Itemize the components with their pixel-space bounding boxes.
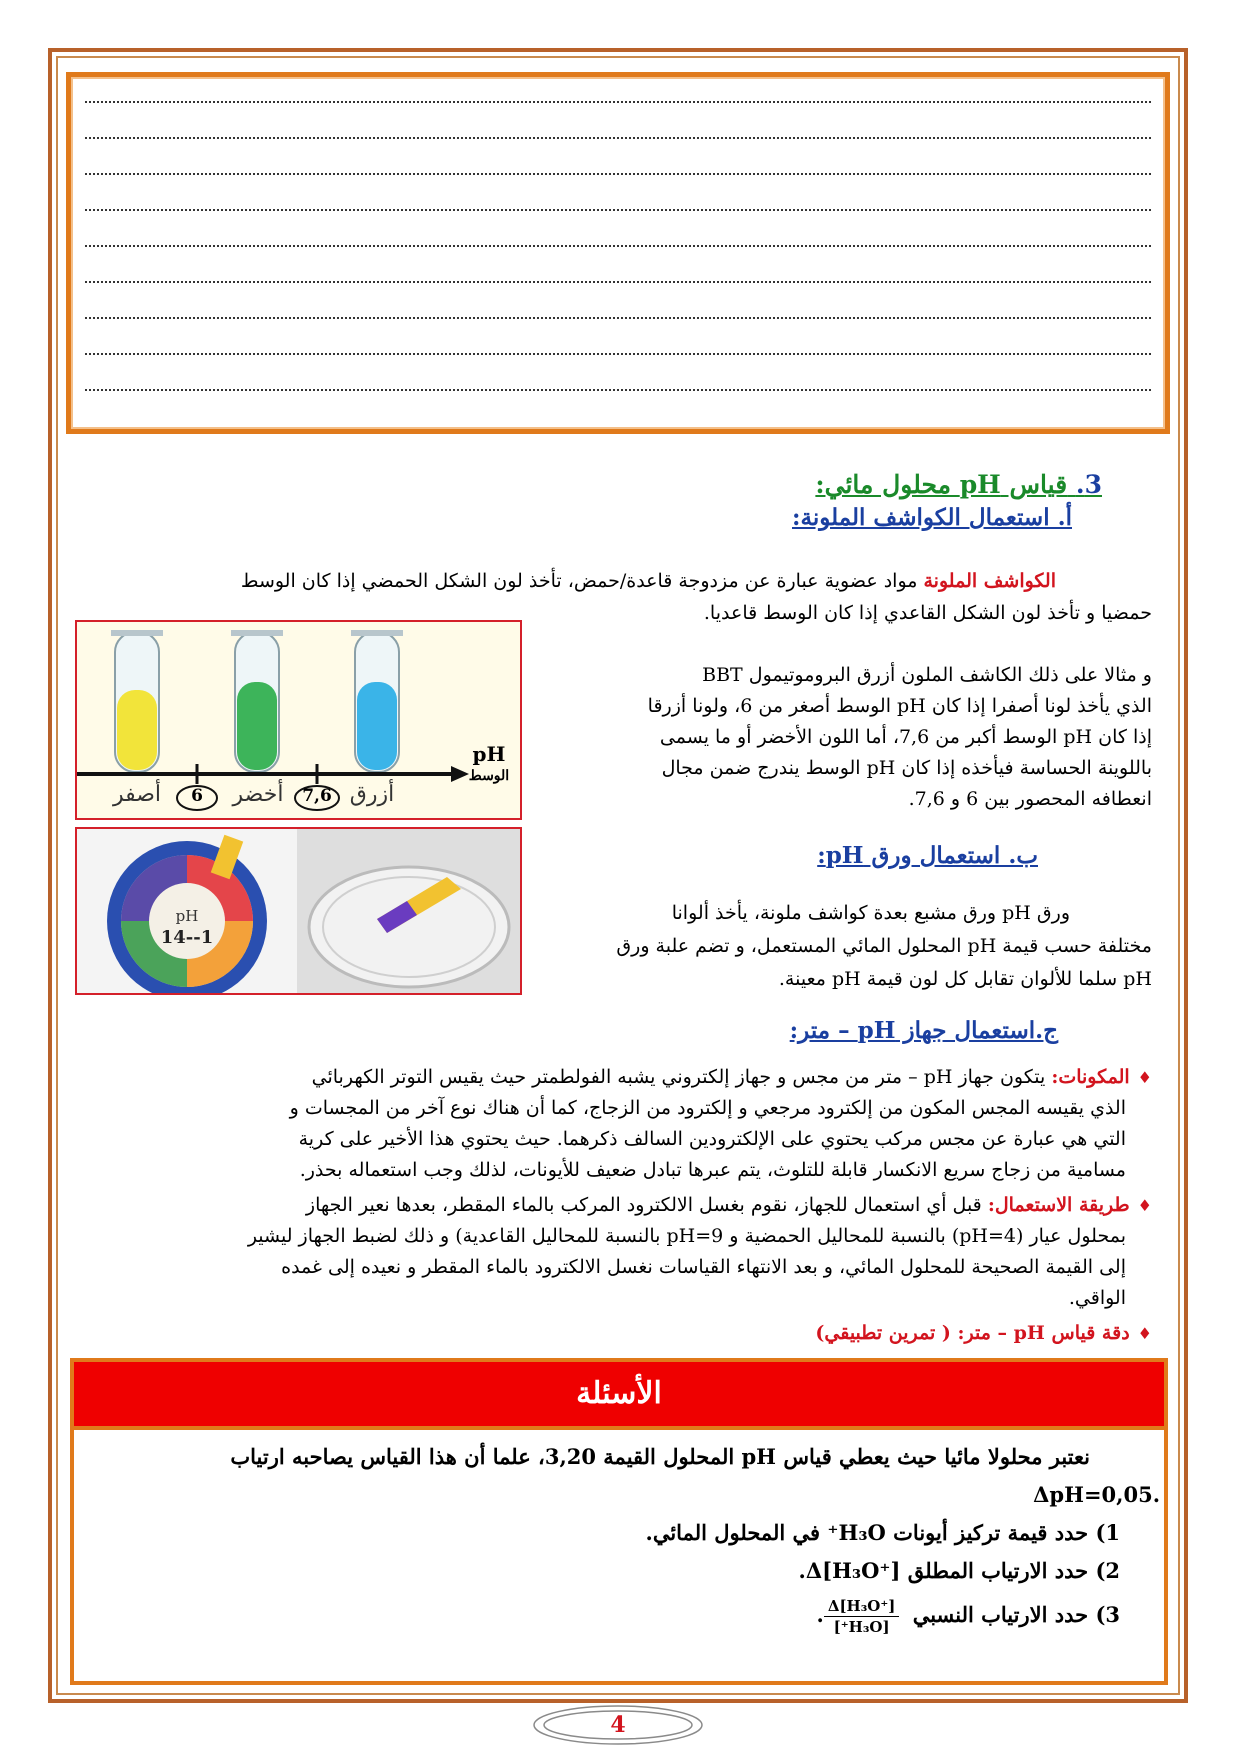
section-3-heading bbox=[502, 470, 1102, 499]
question-item-2 bbox=[260, 1552, 1120, 1590]
ph-paper-paragraph bbox=[592, 897, 1152, 996]
usage-line: قبل أي استعمال للجهاز، نقوم بغسل الالكترود المركب بالماء المقطر، بعدها نعير الجهاز bbox=[305, 1194, 982, 1216]
questions-banner bbox=[70, 1358, 1168, 1430]
indicator-def-line1: مواد عضوية عبارة عن مزدوجة قاعدة/حمض، تأخذ لون الشكل الحمضي إذا كان الوسط bbox=[240, 570, 918, 592]
relative-uncertainty-fraction bbox=[824, 1596, 900, 1637]
diamond-icon: ♦ bbox=[1137, 1196, 1152, 1215]
components-line: الذي يقيسه المجس المكون من إلكترود مرجعي و إلكترود من الزجاج، كما أن هناك نوع آخر من المجسات و bbox=[289, 1097, 1126, 1119]
usage-line: بمحلول عيار (pH=4) بالنسبة للمحاليل الحمضية و pH=9 بالنسبة للمحاليل القاعدية) و ذلك لضبط الجهاز ليشير bbox=[247, 1225, 1126, 1247]
usage-line: الواقي. bbox=[1068, 1287, 1126, 1309]
components-line: يتكون جهاز pH – متر من مجس و جهاز إلكتروني يشبه الفولطمتر حيث يقيس التوتر الكهربائي bbox=[311, 1066, 1046, 1088]
bbt-line: باللوينة الحساسة فيأخذه إذا كان pH الوسط يندرج ضمن مجال bbox=[661, 757, 1152, 779]
question-number: 1) bbox=[1095, 1520, 1120, 1545]
page-number-badge bbox=[530, 1702, 706, 1748]
notes-line bbox=[85, 209, 1151, 211]
indicator-definition bbox=[96, 565, 1056, 597]
notes-line bbox=[85, 173, 1151, 175]
indicator-term: الكواشف الملونة bbox=[923, 570, 1056, 592]
sub-b-heading: ب. استعمال ورق pH: bbox=[817, 842, 1038, 869]
notes-line bbox=[85, 317, 1151, 319]
bbt-line: الذي يأخذ لونا أصفرا إذا كان pH الوسط أصغر من 6، ولونا أزرقا bbox=[647, 695, 1152, 717]
sub-a-heading: أ. استعمال الكواشف الملونة: bbox=[792, 504, 1072, 531]
question-text: حدد الارتياب المطلق Δ[H₃O⁺]. bbox=[798, 1558, 1089, 1583]
bbt-line: انعطافه المحصور بين 6 و 7,6. bbox=[908, 788, 1152, 810]
notes-line bbox=[85, 101, 1151, 103]
notes-box bbox=[66, 72, 1170, 434]
question-item-3 bbox=[260, 1596, 1120, 1637]
diamond-icon: ♦ bbox=[1137, 1324, 1152, 1343]
fraction-period: . bbox=[816, 1602, 824, 1627]
tick-6-label: 6 bbox=[191, 786, 203, 806]
precision-label: دقة قياس pH – متر: ( تمرين تطبيقي) bbox=[815, 1322, 1130, 1344]
components-label: المكونات: bbox=[1051, 1066, 1130, 1088]
section-3-title: قياس pH محلول مائي: bbox=[815, 470, 1068, 499]
fraction-denominator: [H₃O⁺] bbox=[833, 1618, 890, 1636]
question-text: حدد قيمة تركيز أيونات H₃O⁺ في المحلول المائي. bbox=[645, 1520, 1089, 1545]
dial-ph-text: pH bbox=[175, 907, 199, 925]
question-number: 3) bbox=[1095, 1602, 1120, 1627]
notes-line bbox=[85, 137, 1151, 139]
bbt-paragraph bbox=[592, 660, 1152, 815]
questions-title: الأسئلة bbox=[576, 1376, 662, 1411]
sub-c-heading: ج.استعمال جهاز pH – متر: bbox=[789, 1017, 1058, 1044]
usage-line: إلى القيمة الصحيحة للمحلول المائي، و بعد الانتهاء القياسات نغسل الالكترود بالماء المقطر و نعيده إلى غمده bbox=[281, 1256, 1126, 1278]
axis-label-ph: pH bbox=[472, 742, 506, 766]
notes-line bbox=[85, 245, 1151, 247]
question-text: حدد الارتياب النسبي bbox=[912, 1602, 1089, 1627]
question-number: 2) bbox=[1095, 1558, 1120, 1583]
ph-paper-line: ورق pH ورق مشبع بعدة كواشف ملونة، يأخذ ألوانا bbox=[671, 902, 1070, 924]
section-3-number: 3. bbox=[1075, 470, 1102, 499]
label-green: أخضر bbox=[232, 782, 284, 807]
precision-bullet bbox=[92, 1318, 1152, 1349]
components-bullet bbox=[92, 1062, 1152, 1186]
axis-label-medium: الوسط bbox=[468, 768, 510, 784]
page-number: 4 bbox=[610, 1712, 626, 1738]
question-intro-line1: نعتبر محلولا مائيا حيث يعطي قياس pH المحلول القيمة 3,20، علما أن هذا القياس يصاحبه ارتياب bbox=[230, 1444, 1090, 1469]
bbt-line: إذا كان pH الوسط أكبر من 7,6، أما اللون الأخضر أو ما يسمى bbox=[659, 726, 1152, 748]
ph-paper-illustration bbox=[77, 829, 520, 993]
ph-paper-line: مختلفة حسب قيمة pH المحلول المائي المستعمل، و تضم علبة ورق bbox=[616, 935, 1152, 957]
usage-label: طريقة الاستعمال: bbox=[987, 1194, 1130, 1216]
dial-range-text: 1--14 bbox=[160, 927, 214, 948]
diamond-icon: ♦ bbox=[1137, 1068, 1152, 1087]
label-yellow: أصفر bbox=[112, 782, 162, 807]
components-line: مسامية من زجاج سريع الانكسار قابلة للتلوث، يتم عبرها تبادل ضعيف للأيونات، لذلك وجب استعماله بحذر. bbox=[299, 1159, 1126, 1181]
fraction-numerator: Δ[H₃O⁺] bbox=[824, 1596, 900, 1617]
ph-paper-line: pH سلما للألوان تقابل كل لون قيمة pH معينة. bbox=[778, 968, 1152, 990]
question-item-1 bbox=[260, 1514, 1120, 1552]
tick-76-label: 7,6 bbox=[302, 786, 332, 806]
label-blue: أزرق bbox=[349, 782, 395, 807]
ph-paper-figure bbox=[75, 827, 522, 995]
question-intro-line2: .ΔpH=0,05 bbox=[1033, 1482, 1160, 1507]
indicator-def-line2: حمضيا و تأخذ لون الشكل القاعدي إذا كان الوسط قاعديا. bbox=[703, 602, 1152, 624]
components-line: التي هي عبارة عن مجس مركب يحتوي على الإلكترودين السالف ذكرهما. حيث يحتوي هذا الأخير على كرية bbox=[298, 1128, 1126, 1150]
notes-line bbox=[85, 281, 1151, 283]
notes-line bbox=[85, 389, 1151, 391]
bbt-test-tubes-figure bbox=[75, 620, 522, 820]
usage-bullet bbox=[92, 1190, 1152, 1314]
bbt-line: و مثالا على ذلك الكاشف الملون أزرق البروموتيمول BBT bbox=[702, 664, 1152, 686]
notes-line bbox=[85, 353, 1151, 355]
